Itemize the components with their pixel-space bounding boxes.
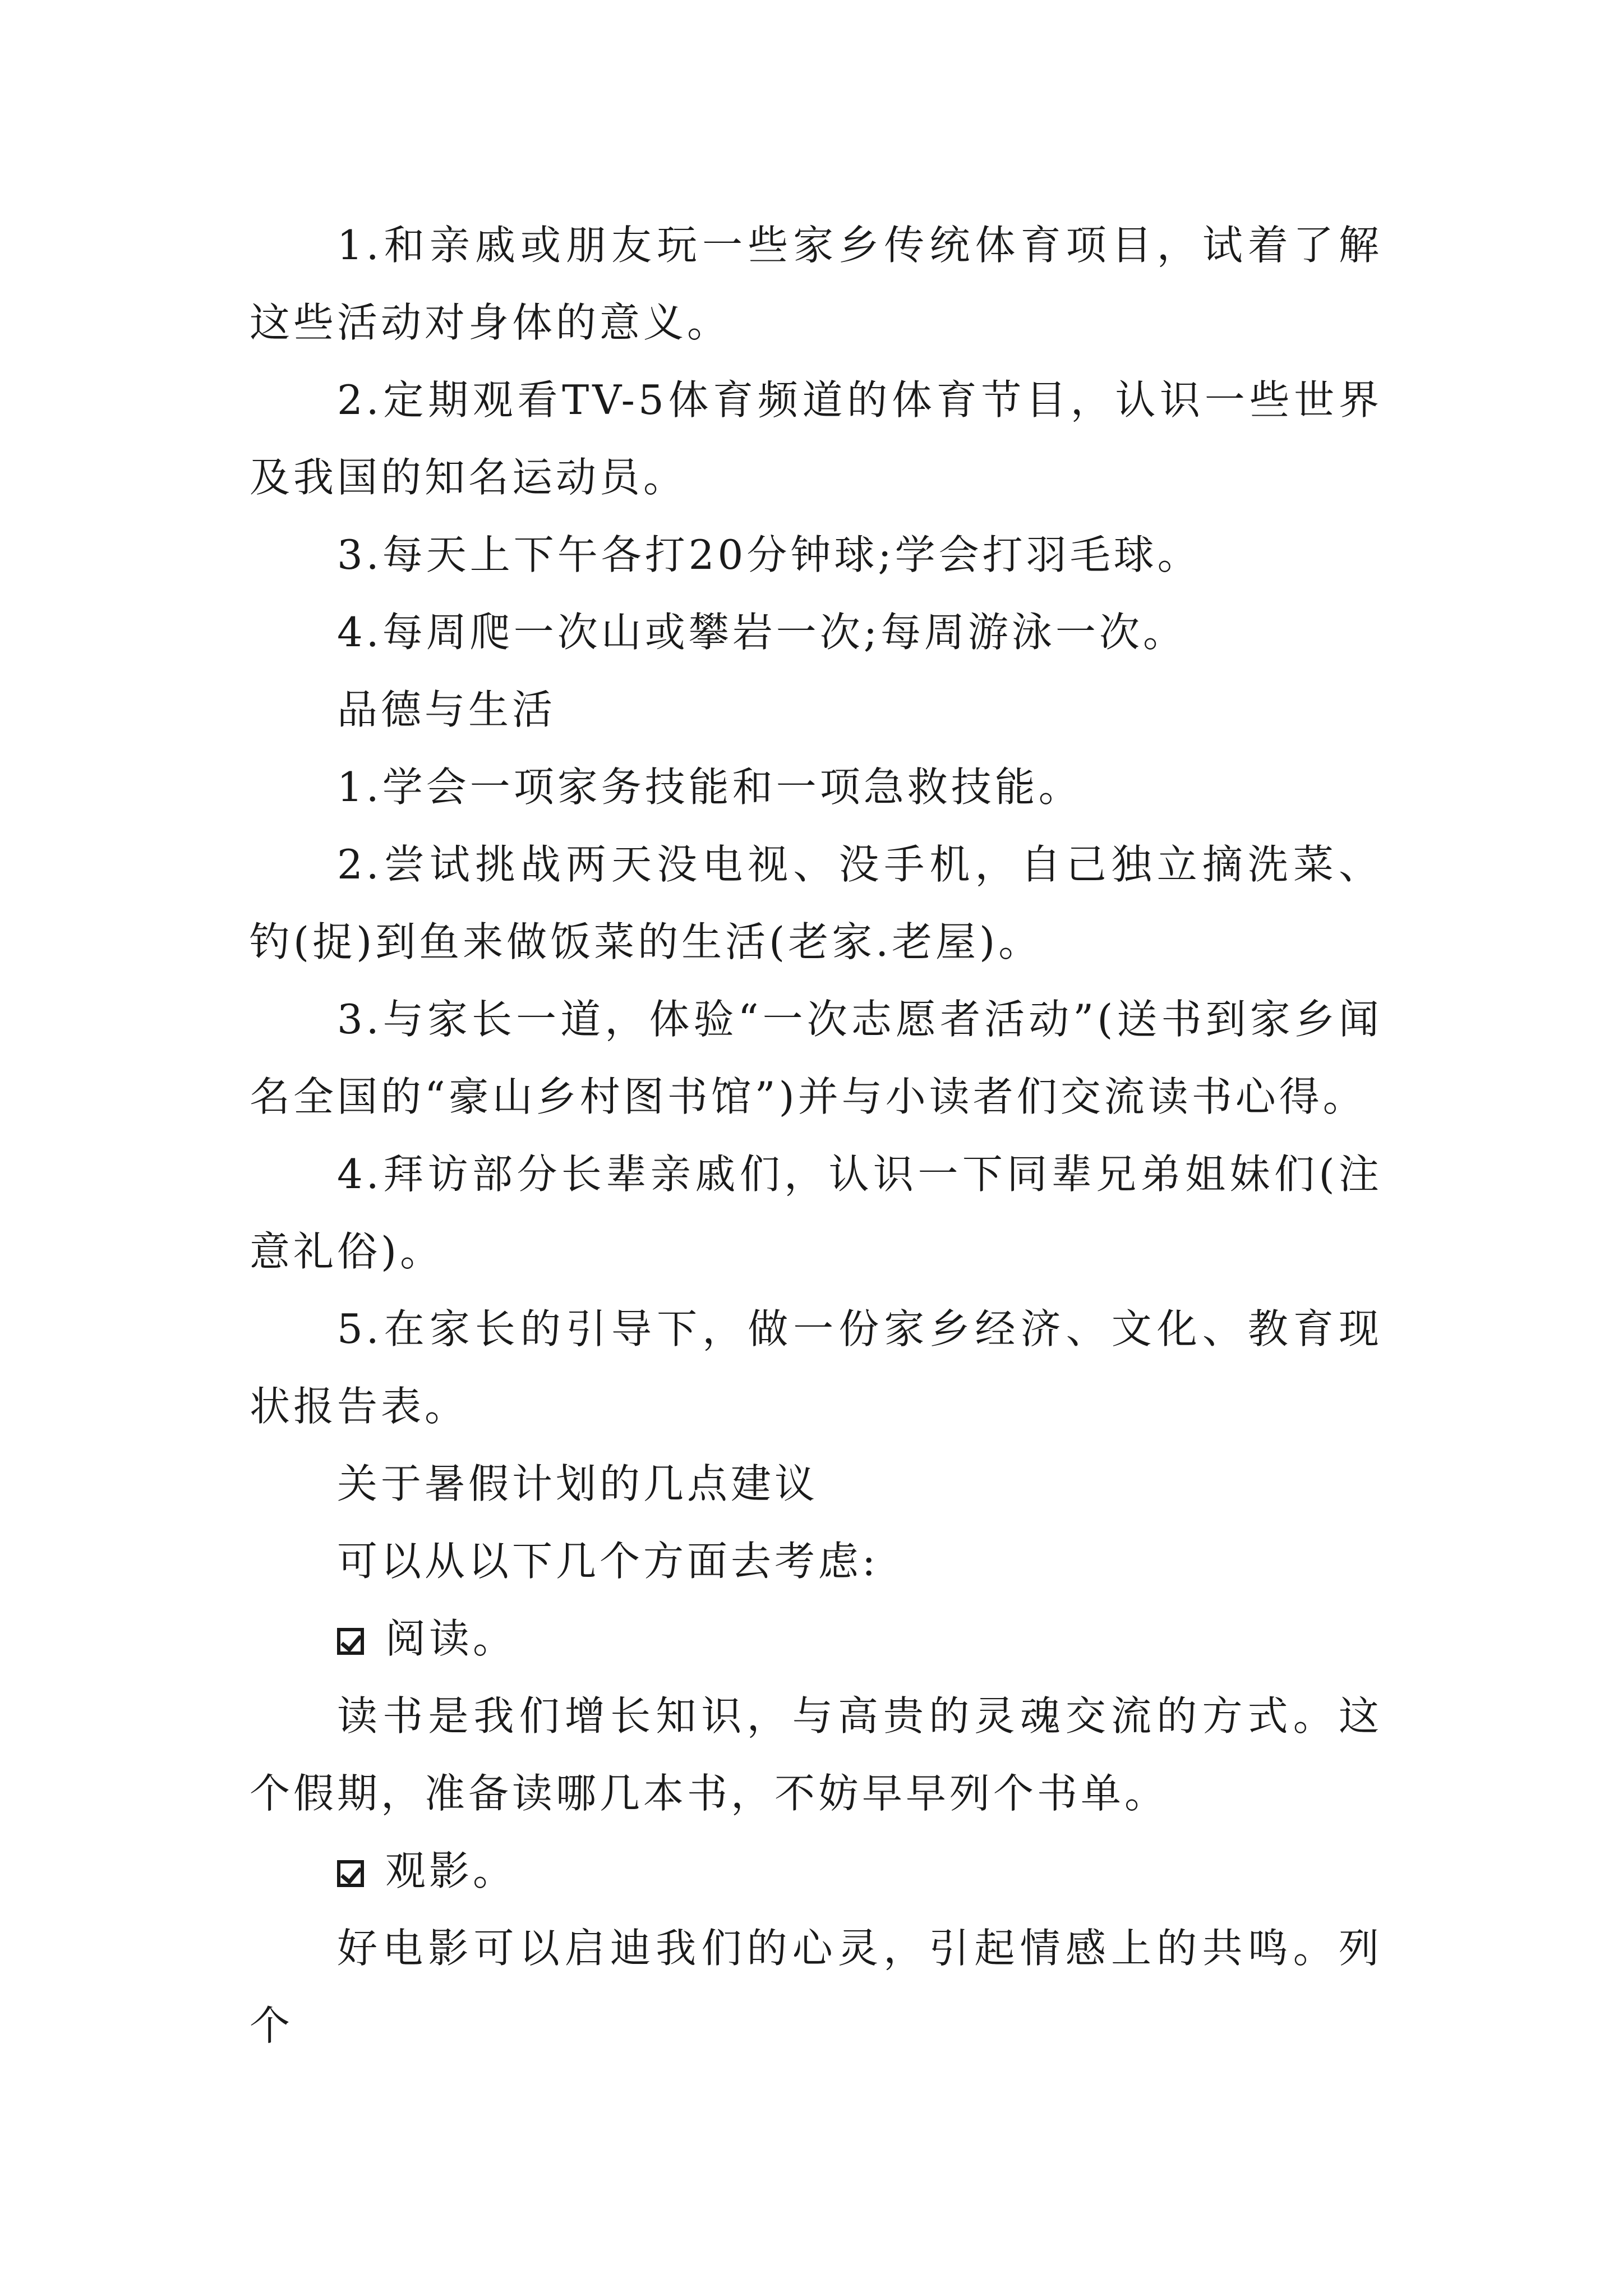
morality-item-2: 2.尝试挑战两天没电视、没手机，自己独立摘洗菜、钓(捉)到鱼来做饭菜的生活(老家.老屋)。	[250, 841, 1382, 965]
sports-item-2: 2.定期观看TV-5体育频道的体育节目，认识一些世界及我国的知名运动员。	[250, 376, 1382, 501]
document-body	[250, 206, 1382, 2064]
sports-item-1: 1.和亲戚或朋友玩一些家乡传统体育项目，试着了解这些活动对身体的意义。	[250, 222, 1382, 346]
reading-text: 读书是我们增长知识，与高贵的灵魂交流的方式。这个假期，准备读哪几本书，不妨早早列个书单。	[250, 1692, 1382, 1817]
morality-section-title: 品德与生活	[337, 686, 556, 733]
checkbox-checked-icon	[337, 1860, 364, 1887]
reading-check-line	[250, 1600, 1382, 1677]
checkbox-checked-icon	[337, 1628, 364, 1655]
movie-text: 好电影可以启迪我们的心灵，引起情感上的共鸣。列个	[250, 1925, 1382, 2049]
movie-check-line	[250, 1832, 1382, 1910]
reading-label: 阅读。	[385, 1615, 517, 1662]
morality-item-1: 1.学会一项家务技能和一项急救技能。	[337, 763, 1082, 811]
suggestions-title: 关于暑假计划的几点建议	[337, 1460, 819, 1507]
morality-item-5: 5.在家长的引导下，做一份家乡经济、文化、教育现状报告表。	[250, 1305, 1382, 1430]
sports-item-3: 3.每天上下午各打20分钟球;学会打羽毛球。	[337, 531, 1201, 578]
movie-label: 观影。	[385, 1847, 517, 1894]
suggestions-intro: 可以从以下几个方面去考虑:	[337, 1538, 879, 1585]
sports-item-4: 4.每周爬一次山或攀岩一次;每周游泳一次。	[337, 609, 1187, 656]
morality-item-3: 3.与家长一道，体验“一次志愿者活动”(送书到家乡闻名全国的“豪山乡村图书馆”)并与小读者们交流读书心得。	[250, 996, 1382, 1120]
morality-item-4: 4.拜访部分长辈亲戚们，认识一下同辈兄弟姐妹们(注意礼俗)。	[250, 1151, 1382, 1275]
